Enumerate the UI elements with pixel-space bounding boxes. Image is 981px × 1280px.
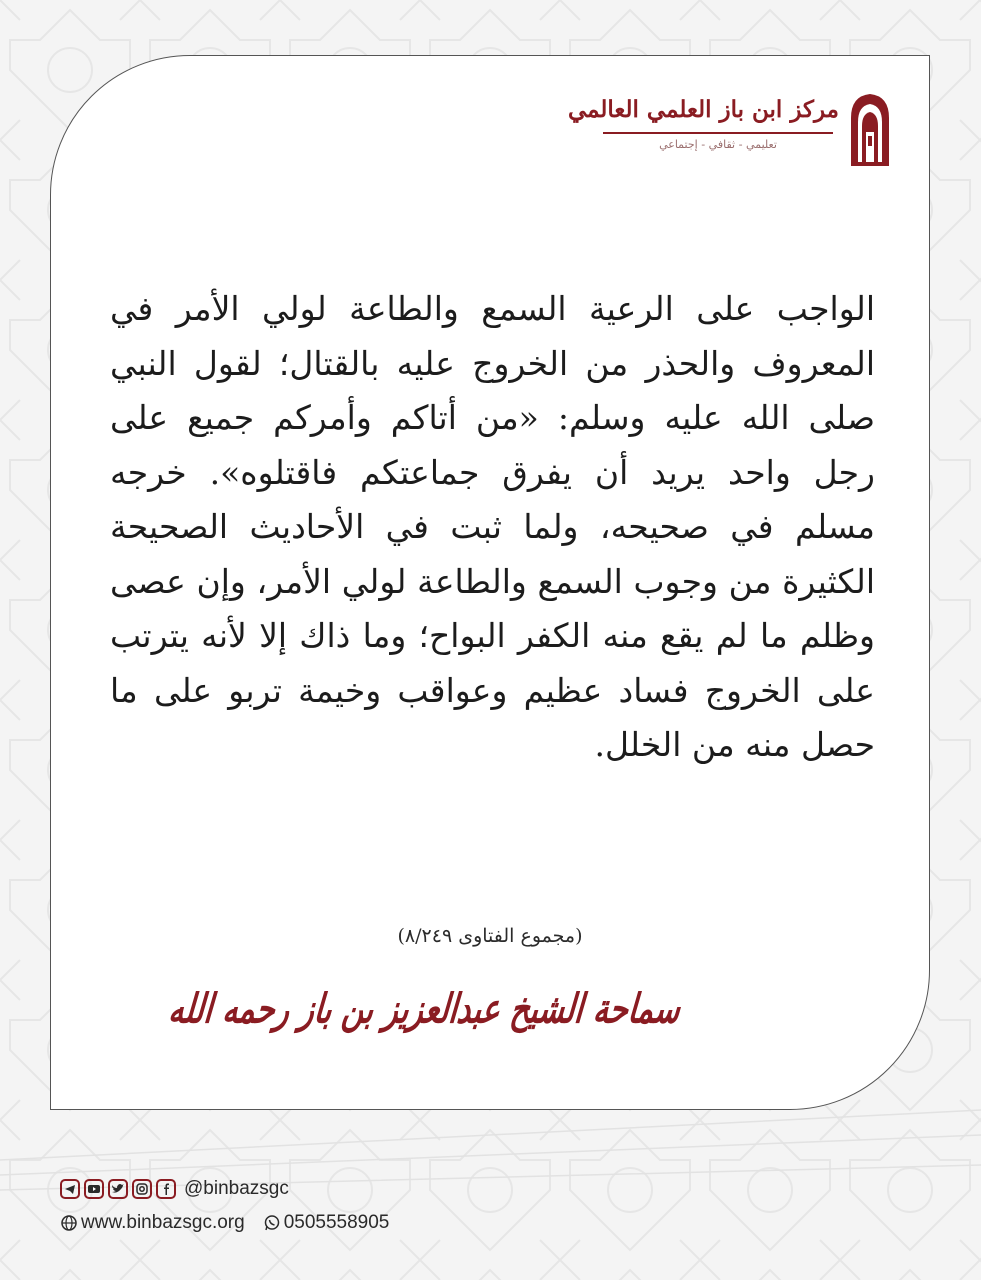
facebook-icon[interactable] (156, 1179, 176, 1199)
social-handle[interactable]: @binbazsgc (184, 1178, 289, 1199)
telegram-icon[interactable] (60, 1179, 80, 1199)
twitter-icon[interactable] (108, 1179, 128, 1199)
source-citation: (مجموع الفتاوى ٨/٢٤٩) (397, 925, 583, 947)
youtube-icon[interactable] (84, 1179, 104, 1199)
contact-info (60, 1210, 389, 1236)
signature-calligraphy (166, 985, 683, 1052)
signature-text: سماحة الشيخ عبدالعزيز بن باز رحمه الله (166, 985, 683, 1034)
logo-tagline: تعليمي - ثقافي - إجتماعي (659, 138, 777, 151)
globe-icon (60, 1214, 78, 1232)
center-logo (567, 92, 891, 172)
social-links (60, 1176, 289, 1202)
phone-number[interactable]: 0505558905 (283, 1212, 390, 1233)
article-text: الواجب على الرعية السمع والطاعة لولي الأمر في المعروف والحذر من الخروج عليه بالقتال؛ لقول النبي صلى الله عليه وسلم: «من أتاكم وأمركم جميع على رجل واحد يريد أن يفرق جماعتكم فاقتلوه». خرجه مسلم في صحيحه، ولما ثبت في الأحاديث الصحيحة الكثيرة من وجوب السمع والطاعة لولي الأمر، وإن عصى وظلم ما لم يقع منه الكفر البواح؛ وما ذاك إلا لأنه يترتب على الخروج فساد عظيم وعواقب وخيمة تربو على ما حصل منه من الخلل. (110, 289, 875, 764)
website-link[interactable]: www.binbazsgc.org (81, 1212, 245, 1233)
instagram-icon[interactable] (132, 1179, 152, 1199)
mosque-door-icon (849, 92, 891, 166)
logo-name: مركز ابن باز العلمي العالمي (567, 96, 839, 123)
logo-divider (603, 132, 833, 134)
whatsapp-icon (263, 1214, 281, 1232)
